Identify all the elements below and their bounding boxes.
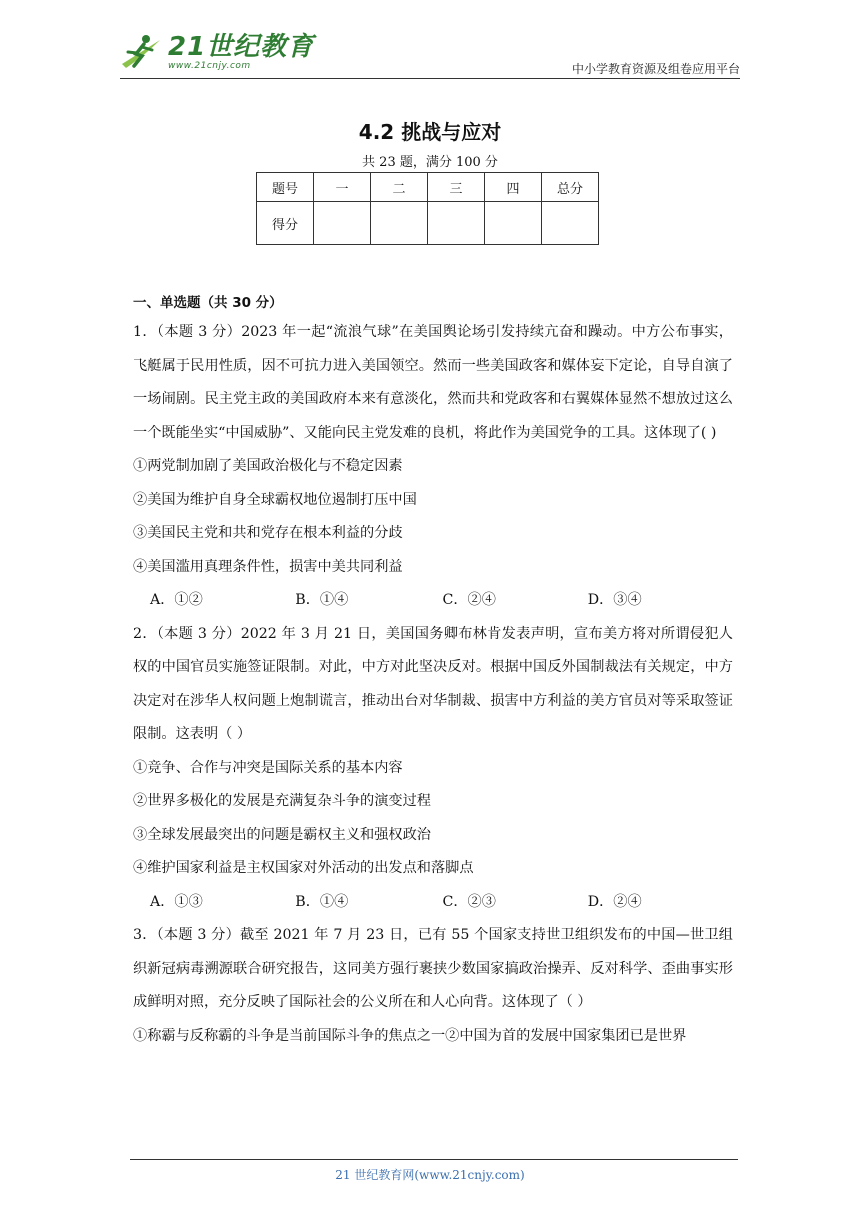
section-heading: 一、单选题（共 30 分） <box>133 295 283 311</box>
question-option: ③全球发展最突出的问题是霸权主义和强权政治 <box>133 826 431 843</box>
question-content <box>133 292 733 1053</box>
question-stem: 2．（本题 3 分）2022 年 3 月 21 日，美国国务卿布林肯发表声明，宣布美方将对所谓侵犯人权的中国官员实施签证限制。对此，中方对此坚决反对。根据中国反外国制裁法有关规定，中方决定对在涉华人权问题上炮制谎言，推动出台对华制裁、损害中方利益的美方官员对等采取签证限制。这表明（ ） <box>133 625 733 742</box>
question-option: ①竞争、合作与冲突是国际关系的基本内容 <box>133 759 403 776</box>
platform-name: 中小学教育资源及组卷应用平台 <box>571 62 740 76</box>
score-input-cell[interactable] <box>485 202 542 245</box>
answer-choices <box>133 584 733 618</box>
question-option: ④美国滥用真理条件性，损害中美共同利益 <box>133 558 403 575</box>
header-divider <box>120 78 740 79</box>
score-row-label: 得分 <box>257 202 314 245</box>
choice-d[interactable]: D．③④ <box>587 592 642 608</box>
question-stem: 3．（本题 3 分）截至 2021 年 7 月 23 日，已有 55 个国家支持世卫组织发布的中国—世卫组织新冠病毒溯源联合研究报告，这同美方强行裹挟少数国家搞政治操弄、反对科学、歪曲事实形成鲜明对照，充分反映了国际社会的公义所在和人心向背。这体现了（ ） <box>133 927 733 1010</box>
choice-c[interactable]: C．②④ <box>442 592 496 608</box>
choice-d[interactable]: D．②④ <box>587 893 642 910</box>
score-input-cell[interactable] <box>542 202 599 245</box>
question-option: ②世界多极化的发展是充满复杂斗争的演变过程 <box>133 793 431 809</box>
score-table <box>256 172 599 245</box>
question-option: ①称霸与反称霸的斗争是当前国际斗争的焦点之一②中国为首的发展中国家集团已是世界 <box>133 1027 687 1044</box>
question-option: ④维护国家利益是主权国家对外活动的出发点和落脚点 <box>133 860 474 876</box>
footer-divider <box>130 1159 738 1160</box>
footer-text: 21 世纪教育网(www.21cnjy.com) <box>335 1168 525 1182</box>
question-option: ①两党制加剧了美国政治极化与不稳定因素 <box>133 458 403 474</box>
score-header-cell: 一 <box>314 173 371 202</box>
choice-a[interactable]: A．①③ <box>150 893 203 910</box>
question-option: ②美国为维护自身全球霸权地位遏制打压中国 <box>133 491 417 508</box>
score-input-cell[interactable] <box>428 202 485 245</box>
score-header-cell: 四 <box>485 173 542 202</box>
score-header-cell: 三 <box>428 173 485 202</box>
logo <box>120 32 314 72</box>
score-header-cell: 总分 <box>542 173 599 202</box>
score-header-cell: 题号 <box>257 173 314 202</box>
logo-text: 21世纪教育 <box>168 31 315 62</box>
score-header-cell: 二 <box>371 173 428 202</box>
page-subtitle: 共 23 题，满分 100 分 <box>362 155 498 170</box>
choice-a[interactable]: A．①② <box>150 592 203 608</box>
choice-c[interactable]: C．②③ <box>442 893 496 910</box>
score-input-cell[interactable] <box>371 202 428 245</box>
question-stem: 1．（本题 3 分）2023 年一起“流浪气球”在美国舆论场引发持续亢奋和躁动。中方公布事实，飞艇属于民用性质，因不可抗力进入美国领空。然而一些美国政客和媒体妄下定论，自导自演了一场闹剧。民主党主政的美国政府本来有意淡化，然而共和党政客和右翼媒体显然不想放过这么一个既能坐实“中国威胁”、又能向民主党发难的良机，将此作为美国党争的工具。这体现了( ) <box>133 324 733 441</box>
logo-url: www.21cnjy.com <box>168 60 251 71</box>
choice-b[interactable]: B．①④ <box>295 893 349 910</box>
page-header <box>120 32 740 80</box>
score-input-cell[interactable] <box>314 202 371 245</box>
page-title: 4.2 挑战与应对 <box>358 120 502 144</box>
choice-b[interactable]: B．①④ <box>295 592 349 608</box>
question-option: ③美国民主党和共和党存在根本利益的分歧 <box>133 525 403 541</box>
answer-choices <box>133 886 733 920</box>
runner-logo-icon <box>120 32 164 72</box>
